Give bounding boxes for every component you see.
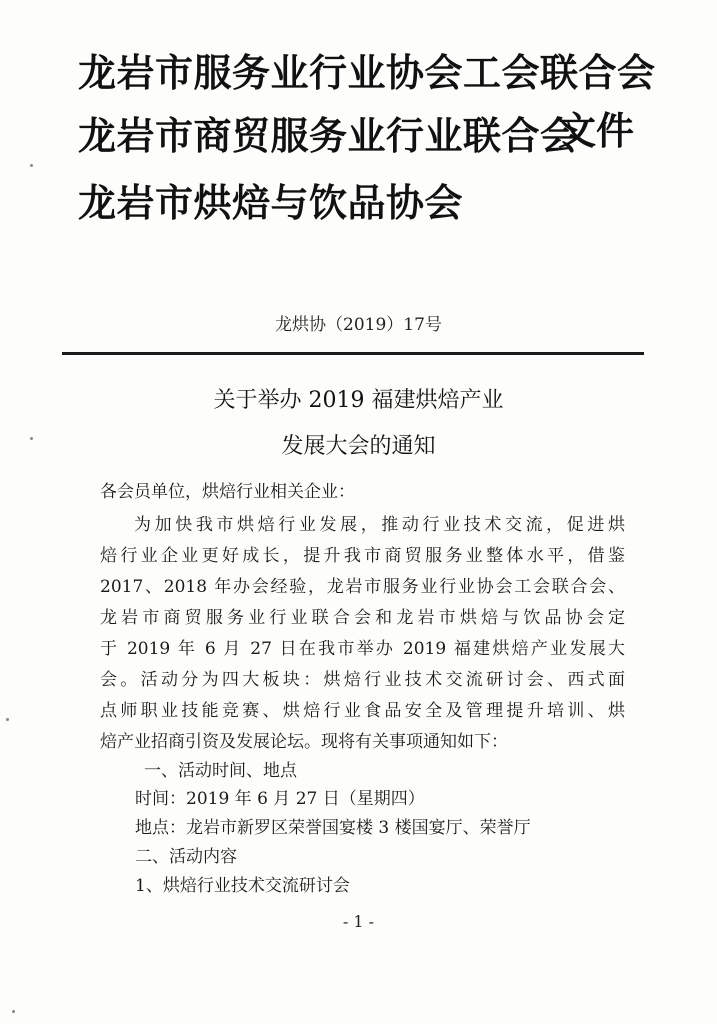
event-time: 时间：2019 年 6 月 27 日（星期四） xyxy=(135,789,425,809)
paragraph-line: 焙行业企业更好成长，提升我市商贸服务业整体水平，借鉴 xyxy=(100,546,625,566)
scan-speck xyxy=(30,437,33,440)
issuing-org-1: 龙岩市服务业行业协会工会联合会 xyxy=(78,50,656,95)
header-divider xyxy=(62,352,644,355)
section-2-heading: 二、活动内容 xyxy=(135,847,237,867)
paragraph-line: 为加快我市烘焙行业发展，推动行业技术交流，促进烘 xyxy=(134,515,625,535)
paragraph-line: 2017、2018 年办会经验，龙岩市服务业行业协会工会联合会、 xyxy=(100,577,625,597)
salutation: 各会员单位，烘焙行业相关企业： xyxy=(100,482,355,502)
issuing-org-3: 龙岩市烘焙与饮品协会 xyxy=(78,180,464,225)
paragraph-line: 点师职业技能竞赛、烘焙行业食品安全及管理提升培训、烘 xyxy=(100,701,625,721)
scan-speck xyxy=(12,1010,15,1013)
notice-title-line-1: 关于举办 2019 福建烘焙产业 xyxy=(213,388,504,413)
issuing-org-2: 龙岩市商贸服务业行业联合会 xyxy=(78,113,579,158)
section-1-heading: 一、活动时间、地点 xyxy=(144,761,297,781)
document-type-label: 文件 xyxy=(558,108,635,153)
paragraph-line: 焙产业招商引资及发展论坛。现将有关事项通知如下： xyxy=(100,732,508,752)
document-number: 龙烘协（2019）17号 xyxy=(275,315,442,335)
scan-speck xyxy=(30,164,33,167)
page-number: - 1 - xyxy=(342,912,375,931)
event-place: 地点：龙岩市新罗区荣誉国宴楼 3 楼国宴厅、荣誉厅 xyxy=(135,818,531,838)
paragraph-line: 于 2019 年 6 月 27 日在我市举办 2019 福建烘焙产业发展大 xyxy=(100,639,625,659)
notice-title-line-2: 发展大会的通知 xyxy=(281,434,436,459)
scan-speck xyxy=(6,718,9,721)
paragraph-line: 龙岩市商贸服务业行业联合会和龙岩市烘焙与饮品协会定 xyxy=(100,608,625,628)
paragraph-line: 会。活动分为四大板块：烘焙行业技术交流研讨会、西式面 xyxy=(100,670,625,690)
content-item-1: 1、烘焙行业技术交流研讨会 xyxy=(135,876,350,896)
